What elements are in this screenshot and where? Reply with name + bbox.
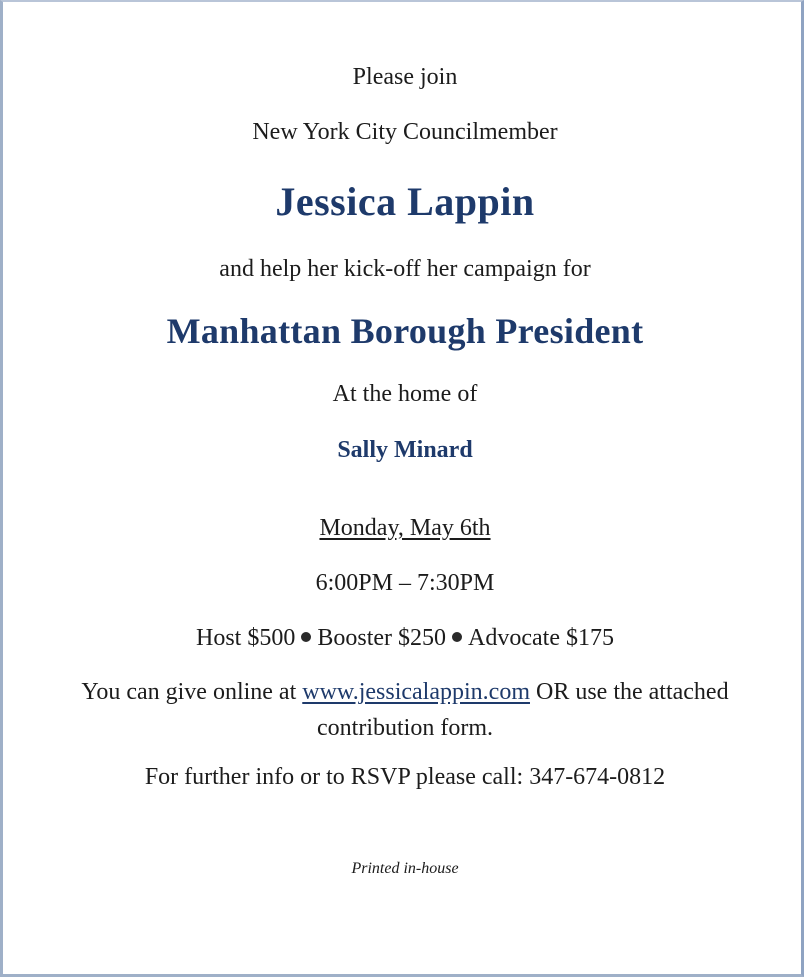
contribution-levels: [3, 625, 804, 652]
level-booster: Booster $250: [317, 625, 447, 651]
contribution-form-line: contribution form.: [317, 715, 493, 741]
home-line: At the home of: [332, 381, 478, 407]
event-date-text: Monday, May 6th: [319, 515, 491, 541]
bullet-dot-icon: [452, 632, 462, 642]
level-host: Host $500: [196, 625, 296, 651]
bullet-dot-icon: [301, 632, 311, 642]
level-advocate: Advocate $175: [468, 625, 614, 651]
councilmember-title: New York City Councilmember: [252, 119, 558, 145]
candidate-name: Jessica Lappin: [275, 179, 535, 224]
printed-note: Printed in-house: [351, 860, 459, 877]
office-name: Manhattan Borough President: [166, 311, 644, 351]
rsvp-line: For further info or to RSVP please call: 347-674-0812: [144, 764, 666, 790]
invite-intro: Please join: [352, 64, 458, 90]
campaign-line: and help her kick-off her campaign for: [219, 256, 591, 282]
give-prefix: You can give online at: [81, 679, 303, 705]
give-suffix: OR use the attached: [529, 679, 729, 705]
give-online-line: [3, 679, 804, 706]
website-link[interactable]: www.jessicalappin.com: [302, 679, 530, 705]
event-time: 6:00PM – 7:30PM: [315, 570, 495, 596]
host-name: Sally Minard: [337, 437, 473, 463]
event-date: [3, 515, 804, 542]
